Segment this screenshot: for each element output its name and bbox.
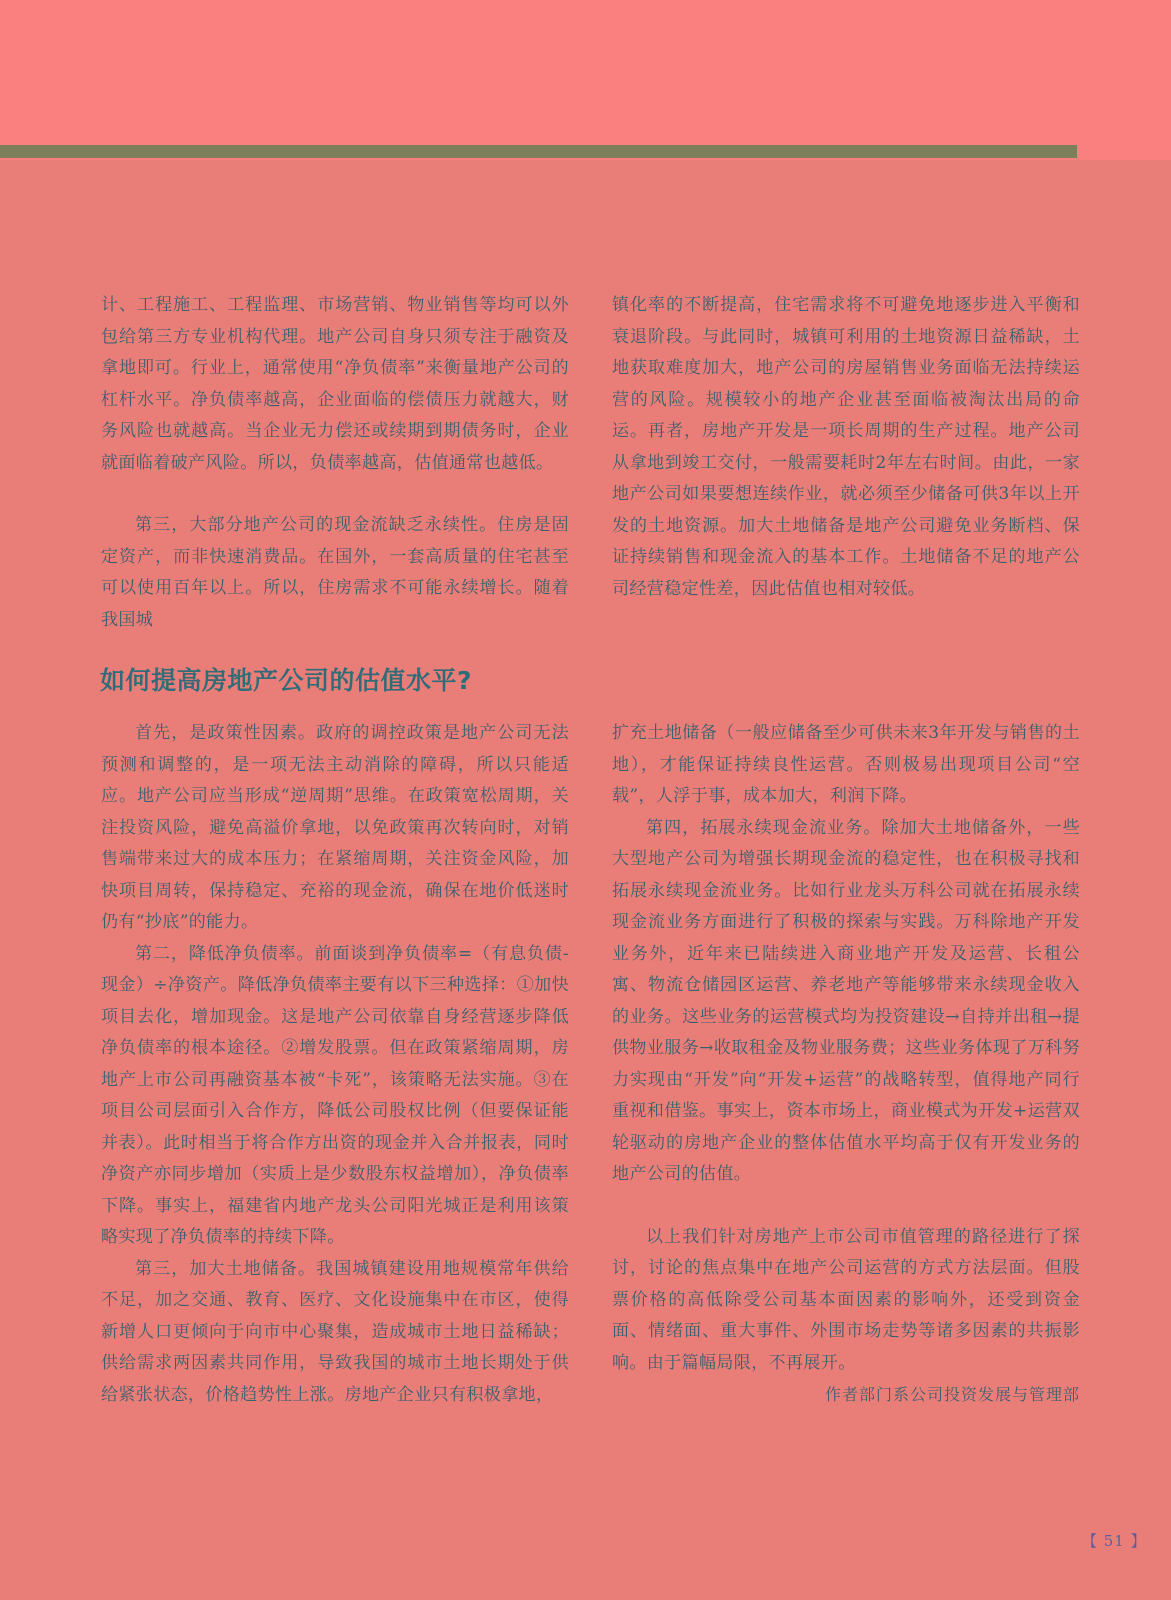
paragraph: 镇化率的不断提高，住宅需求将不可避免地逐步进入平衡和衰退阶段。与此同时，城镇可利用的土地资源日益稀缺，土地获取难度加大，地产公司的房屋销售业务面临无法持续运营的风险。规模较小的地产企业甚至面临被淘汰出局的命运。再者，房地产开发是一项长周期的生产过程。地产公司从拿地到竣工交付，一般需要耗时2年左右时间。由此，一家地产公司如果要想连续作业，就必须至少储备可供3年以上开发的土地资源。加大土地储备是地产公司避免业务断档、保证持续销售和现金流入的基本工作。土地储备不足的地产公司经营稳定性差，因此估值也相对较低。 <box>612 295 1080 599</box>
paragraph: 计、工程施工、工程监理、市场营销、物业销售等均可以外包给第三方专业机构代理。地产公司自身只须专注于融资及拿地即可。行业上，通常使用“净负债率”来衡量地产公司的杠杆水平。净负债率越高，企业面临的偿债压力就越大，财务风险也就越高。当企业无力偿还或续期到期债务时，企业就面临着破产风险。所以，负债率越高，估值通常也越低。 <box>101 295 569 473</box>
paragraph: 以上我们针对房地产上市公司市值管理的路径进行了探讨，讨论的焦点集中在地产公司运营的方式方法层面。但股票价格的高低除受公司基本面因素的影响外，还受到资金面、情绪面、重大事件、外围市场走势等诸多因素的共振影响。由于篇幅局限，不再展开。 <box>612 1226 1080 1373</box>
header-rule <box>0 145 1077 158</box>
paragraph: 第四，拓展永续现金流业务。除加大土地储备外，一些大型地产公司为增强长期现金流的稳定性，也在积极寻找和拓展永续现金流业务。比如行业龙头万科公司就在拓展永续现金流业务方面进行了积极的探索与实践。万科除地产开发业务外，近年来已陆续进入商业地产开发及运营、长租公寓、物流仓储园区运营、养老地产等能够带来永续现金收入的业务。这些业务的运营模式均为投资建设→自持并出租→提供物业服务→收取租金及物业服务费；这些业务体现了万科努力实现由“开发”向“开发+运营”的战略转型，值得地产同行重视和借鉴。事实上，资本市场上，商业模式为开发+运营双轮驱动的房地产企业的整体估值水平均高于仅有开发业务的地产公司的估值。 <box>612 817 1080 1184</box>
paragraph: 首先，是政策性因素。政府的调控政策是地产公司无法预测和调整的，是一项无法主动消除的障碍，所以只能适应。地产公司应当形成“逆周期”思维。在政策宽松周期，关注投资风险，避免高溢价拿地，以免政策再次转向时，对销售端带来过大的成本压力；在紧缩周期，关注资金风险，加快项目周转，保持稳定、充裕的现金流，确保在地价低迷时仍有“抄底”的能力。 <box>101 723 569 932</box>
section-right-column <box>612 718 1080 1411</box>
author-note: 作者部门系公司投资发展与管理部 <box>824 1385 1080 1404</box>
paragraph: 第三，加大土地储备。我国城镇建设用地规模常年供给不足，加之交通、教育、医疗、文化设施集中在市区，使得新增人口更倾向于向市中心聚集，造成城市土地日益稀缺；供给需求两因素共同作用，导致我国的城市土地长期处于供给紧张状态，价格趋势性上涨。房地产企业只有积极拿地， <box>101 1258 569 1405</box>
page-number: 【 51 】 <box>1082 1532 1147 1550</box>
top-left-column <box>101 290 569 636</box>
header-band <box>0 0 1171 160</box>
paragraph: 扩充土地储备（一般应储备至少可供未来3年开发与销售的土地），才能保证持续良性运营。否则极易出现项目公司“空载”，人浮于事，成本加大，利润下降。 <box>612 723 1080 806</box>
paragraph: 第二，降低净负债率。前面谈到净负债率=（有息负债-现金）÷净资产。降低净负债率主要有以下三种选择：①加快项目去化，增加现金。这是地产公司依靠自身经营逐步降低净负债率的根本途径。②增发股票。但在政策紧缩周期，房地产上市公司再融资基本被“卡死”，该策略无法实施。③在项目公司层面引入合作方，降低公司股权比例（但要保证能并表）。此时相当于将合作方出资的现金并入合并报表，同时净资产亦同步增加（实质上是少数股东权益增加），净负债率下降。事实上，福建省内地产龙头公司阳光城正是利用该策略实现了净负债率的持续下降。 <box>101 943 569 1247</box>
paragraph: 第三，大部分地产公司的现金流缺乏永续性。住房是固定资产，而非快速消费品。在国外，一套高质量的住宅甚至可以使用百年以上。所以，住房需求不可能永续增长。随着我国城 <box>101 515 569 630</box>
section-left-column <box>101 718 569 1411</box>
section-heading: 如何提高房地产公司的估值水平? <box>100 666 473 695</box>
top-right-column <box>612 290 1080 605</box>
